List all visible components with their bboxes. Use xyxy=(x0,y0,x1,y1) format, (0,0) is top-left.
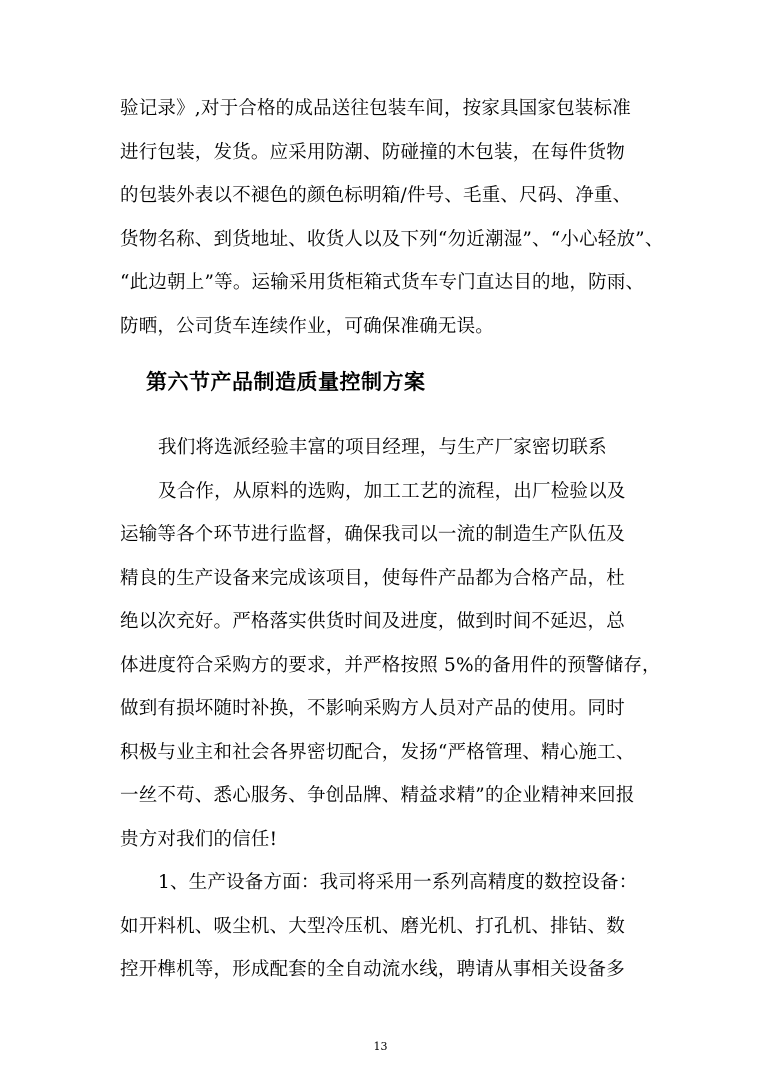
body-text-line: 及合作，从原料的选购，加工工艺的流程，出厂检验以及 xyxy=(158,481,626,502)
section-heading: 第六节产品制造质量控制方案 xyxy=(146,370,426,394)
body-text-line: 防晒，公司货车连续作业，可确保准确无误。 xyxy=(120,316,495,337)
body-text-line: 绝以次充好。严格落实供货时间及进度，做到时间不延迟，总 xyxy=(120,611,625,632)
body-text-line: 积极与业主和社会各界密切配合，发扬“严格管理、精心施工、 xyxy=(120,742,635,763)
body-text-line: 进行包装，发货。应采用防潮、防碰撞的木包装，在每件货物 xyxy=(120,142,625,163)
body-text-line: 如开料机、吸尘机、大型冷压机、磨光机、打孔机、排钻、数 xyxy=(120,916,625,937)
body-text-line: 运输等各个环节进行监督，确保我司以一流的制造生产队伍及 xyxy=(120,524,625,545)
body-text-line: 一丝不苟、悉心服务、争创品牌、精益求精”的企业精神来回报 xyxy=(120,785,635,806)
body-text-line: 验记录》,对于合格的成品送往包装车间，按家具国家包装标准 xyxy=(120,98,631,119)
body-text-line: 1、生产设备方面：我司将采用一系列高精度的数控设备： xyxy=(158,872,638,893)
body-text-line: 的包装外表以不褪色的颜色标明箱/件号、毛重、尺码、净重、 xyxy=(120,185,632,206)
body-text-line: 做到有损坏随时补换，不影响采购方人员对产品的使用。同时 xyxy=(120,698,625,719)
body-text-line: 货物名称、到货地址、收货人以及下列“勿近潮湿”、“小心轻放”、 xyxy=(120,229,664,250)
body-text-line: 贵方对我们的信任! xyxy=(120,829,278,850)
page-number: 13 xyxy=(373,1040,388,1053)
body-text-line: 我们将选派经验丰富的项目经理，与生产厂家密切联系 xyxy=(158,437,607,458)
body-text-line: 体进度符合采购方的要求，并严格按照 5%的备用件的预警储存， xyxy=(120,655,661,676)
body-text-line: “此边朝上”等。运输采用货柜箱式货车专门直达目的地，防雨、 xyxy=(120,272,645,293)
body-text-line: 精良的生产设备来完成该项目，使每件产品都为合格产品，杜 xyxy=(120,568,625,589)
body-text-line: 控开榫机等，形成配套的全自动流水线，聘请从事相关设备多 xyxy=(120,959,625,980)
